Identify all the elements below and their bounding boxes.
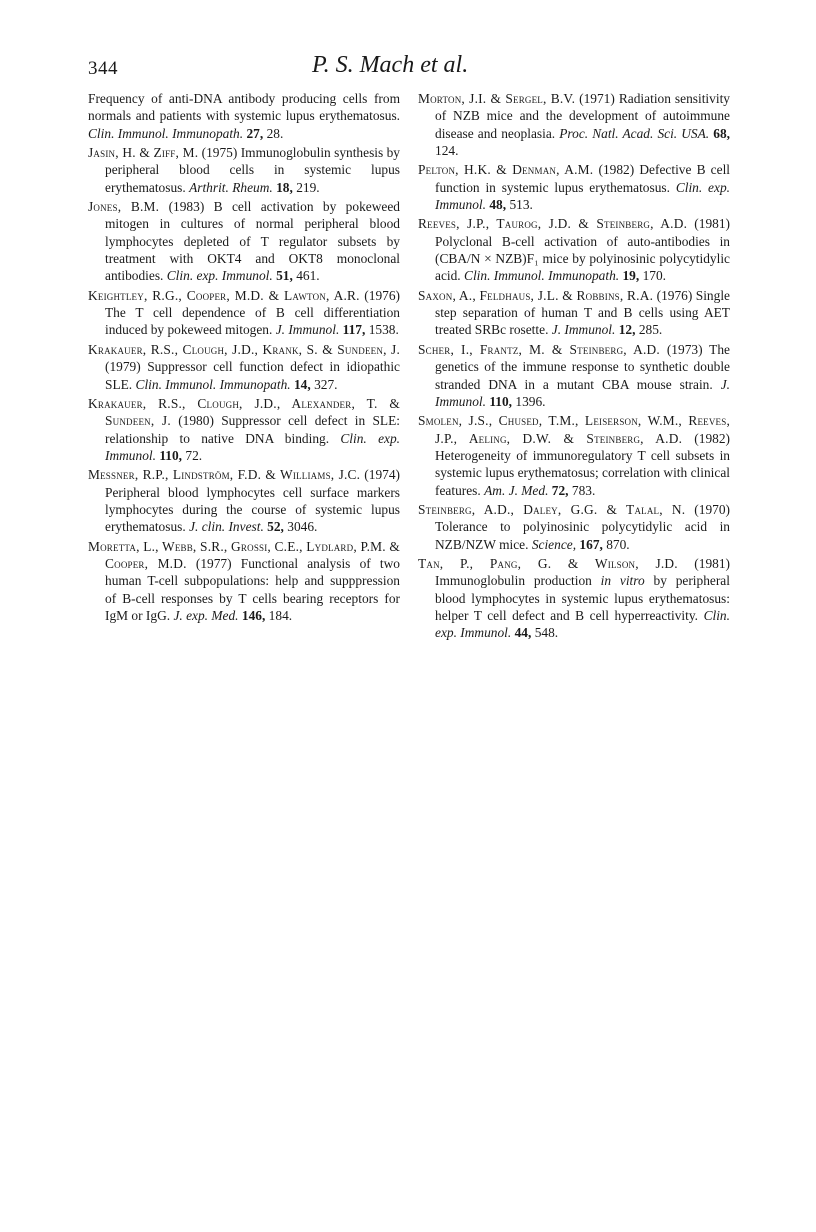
- reference-pages: 219.: [296, 179, 320, 195]
- reference-title: The genetics of the immune response to synthetic double stranded DNA in a mutant CBA mouse strain.: [435, 341, 730, 392]
- reference-pages: 72.: [185, 447, 203, 463]
- reference-pages: 327.: [314, 376, 338, 392]
- reference-authors: Jasin, H. & Ziff, M.: [88, 145, 199, 161]
- reference-journal: Arthrit. Rheum.: [189, 179, 273, 195]
- reference-pages: 124.: [435, 143, 459, 159]
- reference-title: B cell activation by pokeweed mitogen in cultures of normal peripheral blood lymphocytes depleted of T regulator subsets by treatment with OKT4 and OKT8 monoclonal antibodies.: [105, 199, 400, 284]
- reference-authors: Keightley, R.G., Cooper, M.D. & Lawton, A.R.: [88, 287, 360, 303]
- reference-title: Frequency of anti-DNA antibody producing cells from normals and patients with systemic lupus erythematosus.: [88, 91, 400, 124]
- reference-title: Defective B cell function in systemic lupus erythematosus.: [435, 162, 731, 195]
- reference-year: (1973): [666, 341, 703, 357]
- reference-journal: Clin. exp. Immunol.: [435, 179, 730, 213]
- reference-year: (1981): [694, 216, 730, 232]
- reference-year: (1982): [598, 162, 635, 178]
- reference-pages: 28.: [266, 125, 284, 141]
- references-right-column: [418, 90, 730, 644]
- reference-year: (1981): [694, 555, 730, 571]
- reference-entry: [88, 395, 400, 464]
- reference-title-start: Immunoglobulin production: [435, 573, 592, 589]
- reference-volume: 48,: [489, 197, 507, 213]
- reference-entry: [88, 466, 400, 535]
- reference-volume: 44,: [514, 625, 532, 641]
- reference-entry: [418, 341, 730, 410]
- reference-entry: [88, 287, 400, 339]
- reference-title: Heterogeneity of immunoregulatory T cell subsets in systemic lupus erythematosus; correlation with clinical features.: [435, 447, 730, 498]
- reference-authors: Jones, B.M.: [88, 199, 160, 215]
- reference-year: (1975): [201, 145, 238, 161]
- reference-journal: J. Immunol.: [435, 376, 730, 409]
- reference-pages: 783.: [571, 482, 596, 498]
- reference-entry: [88, 538, 400, 625]
- reference-year: (1979): [105, 359, 141, 375]
- reference-entry: [88, 198, 400, 285]
- reference-journal: Science,: [531, 536, 577, 552]
- reference-entry: [88, 90, 400, 142]
- reference-authors: Krakauer, R.S., Clough, J.D., Krank, S. & Sundeen, J.: [88, 341, 400, 357]
- reference-volume: 18,: [276, 179, 293, 195]
- reference-volume: 14,: [293, 376, 311, 392]
- reference-entry: [418, 90, 730, 159]
- reference-entry: [88, 341, 400, 393]
- reference-authors: Reeves, J.P., Taurog, J.D. & Steinberg, A.D.: [418, 216, 688, 232]
- reference-journal: Clin. exp. Immunol.: [105, 430, 400, 463]
- reference-volume: 110,: [159, 447, 183, 463]
- reference-journal: Clin. Immunol. Immunopath.: [88, 125, 244, 141]
- reference-pages: 170.: [642, 268, 667, 284]
- reference-journal: Clin. exp. Immunol.: [166, 268, 273, 284]
- reference-year: (1971): [579, 91, 615, 106]
- reference-journal: Proc. Natl. Acad. Sci. USA.: [559, 125, 710, 141]
- reference-authors: Krakauer, R.S., Clough, J.D., Alexander, T. & Sundeen, J.: [88, 395, 400, 429]
- reference-volume: 51,: [276, 268, 293, 284]
- reference-year: (1983): [168, 199, 205, 215]
- reference-volume: 167,: [579, 536, 603, 552]
- reference-authors: Morton, J.I. & Sergel, B.V.: [418, 91, 576, 106]
- reference-journal: J. Immunol.: [275, 322, 340, 338]
- reference-authors: Tan, P., Pang, G. & Wilson, J.D.: [418, 555, 678, 571]
- reference-year: (1970): [694, 501, 730, 517]
- reference-journal: Am. J. Med.: [484, 482, 549, 498]
- reference-title: Suppressor cell function defect in idiopathic SLE.: [105, 359, 400, 392]
- reference-pages: 3046.: [287, 519, 318, 535]
- reference-year: (1977): [195, 555, 232, 571]
- reference-title: Polyclonal B-cell activation of auto-antibodies in (CBA/N × NZB)F₁ mice by polyinosinic polycytidylic acid.: [435, 233, 730, 284]
- reference-pages: 513.: [509, 197, 533, 213]
- reference-volume: 72,: [551, 482, 569, 498]
- reference-journal: Clin. Immunol. Immunopath.: [135, 376, 291, 392]
- reference-pages: 285.: [638, 322, 663, 338]
- reference-entry: [418, 215, 730, 284]
- reference-pages: 1538.: [368, 322, 399, 338]
- page-number: 344: [88, 58, 118, 79]
- reference-authors: Saxon, A., Feldhaus, J.L. & Robbins, R.A.: [418, 287, 654, 303]
- reference-journal: Clin. Immunol. Immunopath.: [464, 268, 620, 284]
- reference-authors: Scher, I., Frantz, M. & Steinberg, A.D.: [418, 341, 660, 357]
- reference-volume: 68,: [713, 125, 730, 141]
- reference-pages: 184.: [268, 607, 293, 623]
- reference-volume: 110,: [489, 393, 513, 409]
- reference-journal: Clin. exp. Immunol.: [435, 607, 730, 641]
- reference-authors: Steinberg, A.D., Daley, G.G. & Talal, N.: [418, 501, 686, 517]
- reference-authors: Pelton, H.K. & Denman, A.M.: [418, 162, 594, 178]
- reference-authors: Smolen, J.S., Chused, T.M., Leiserson, W.M., Reeves, J.P., Aeling, D.W. & Steinberg, A.D.: [418, 413, 730, 446]
- reference-title-end: by peripheral blood lymphocytes in systemic lupus erythematosus: helper T cell defect and B cell hyperreactivity.: [435, 573, 730, 623]
- reference-entry: [418, 161, 730, 213]
- reference-year: (1976): [364, 287, 400, 303]
- reference-year: (1974): [364, 467, 400, 483]
- reference-title-italic: in vitro: [600, 573, 645, 589]
- reference-journal: J. Immunol.: [551, 322, 616, 338]
- reference-volume: 52,: [267, 519, 284, 535]
- reference-entry: [418, 412, 730, 499]
- reference-title: Radiation sensitivity of NZB mice and the development of autoimmune disease and neoplasia.: [435, 91, 730, 141]
- reference-pages: 1396.: [515, 393, 546, 409]
- reference-title: Tolerance to polyinosinic polycytidylic acid in NZB/NZW mice.: [435, 519, 730, 552]
- reference-year: (1976): [656, 287, 693, 303]
- reference-journal: J. clin. Invest.: [189, 519, 264, 535]
- reference-authors: Messner, R.P., Lindström, F.D. & Williams, J.C.: [88, 467, 361, 483]
- reference-entry: [418, 501, 730, 553]
- running-head: P. S. Mach et al.: [312, 52, 469, 78]
- reference-title: Immunoglobulin synthesis by peripheral blood cells in systemic lupus erythematosus.: [105, 145, 400, 195]
- reference-journal: J. exp. Med.: [173, 607, 239, 623]
- reference-volume: 27,: [246, 125, 264, 141]
- reference-title: Peripheral blood lymphocytes cell surface markers lymphocytes during the course of systemic lupus erythematosus.: [105, 484, 400, 535]
- references-left-column: [88, 90, 400, 626]
- reference-volume: 12,: [618, 322, 636, 338]
- reference-title: Suppressor cell defect in SLE: relationship to native DNA binding.: [105, 413, 400, 446]
- reference-volume: 19,: [622, 268, 640, 284]
- reference-pages: 461.: [296, 268, 320, 284]
- reference-entry: [418, 555, 730, 642]
- reference-title: Functional analysis of two human T-cell subpopulations: help and supppression of B-cell responses by T cells bearing receptors for IgM or IgG.: [105, 555, 400, 623]
- reference-volume: 117,: [342, 322, 366, 338]
- reference-pages: 548.: [534, 625, 559, 641]
- reference-volume: 146,: [241, 607, 266, 623]
- reference-entry: [418, 287, 730, 339]
- reference-entry: [88, 144, 400, 196]
- reference-title: The T cell dependence of B cell differentiation induced by pokeweed mitogen.: [105, 305, 400, 338]
- reference-year: (1980): [178, 413, 214, 429]
- reference-pages: 870.: [606, 536, 630, 552]
- reference-authors: Moretta, L., Webb, S.R., Grossi, C.E., Lydlard, P.M. & Cooper, M.D.: [88, 538, 400, 571]
- reference-year: (1982): [694, 430, 730, 446]
- reference-title: Single step separation of human T and B cells using AET treated SRBc rosette.: [435, 287, 730, 338]
